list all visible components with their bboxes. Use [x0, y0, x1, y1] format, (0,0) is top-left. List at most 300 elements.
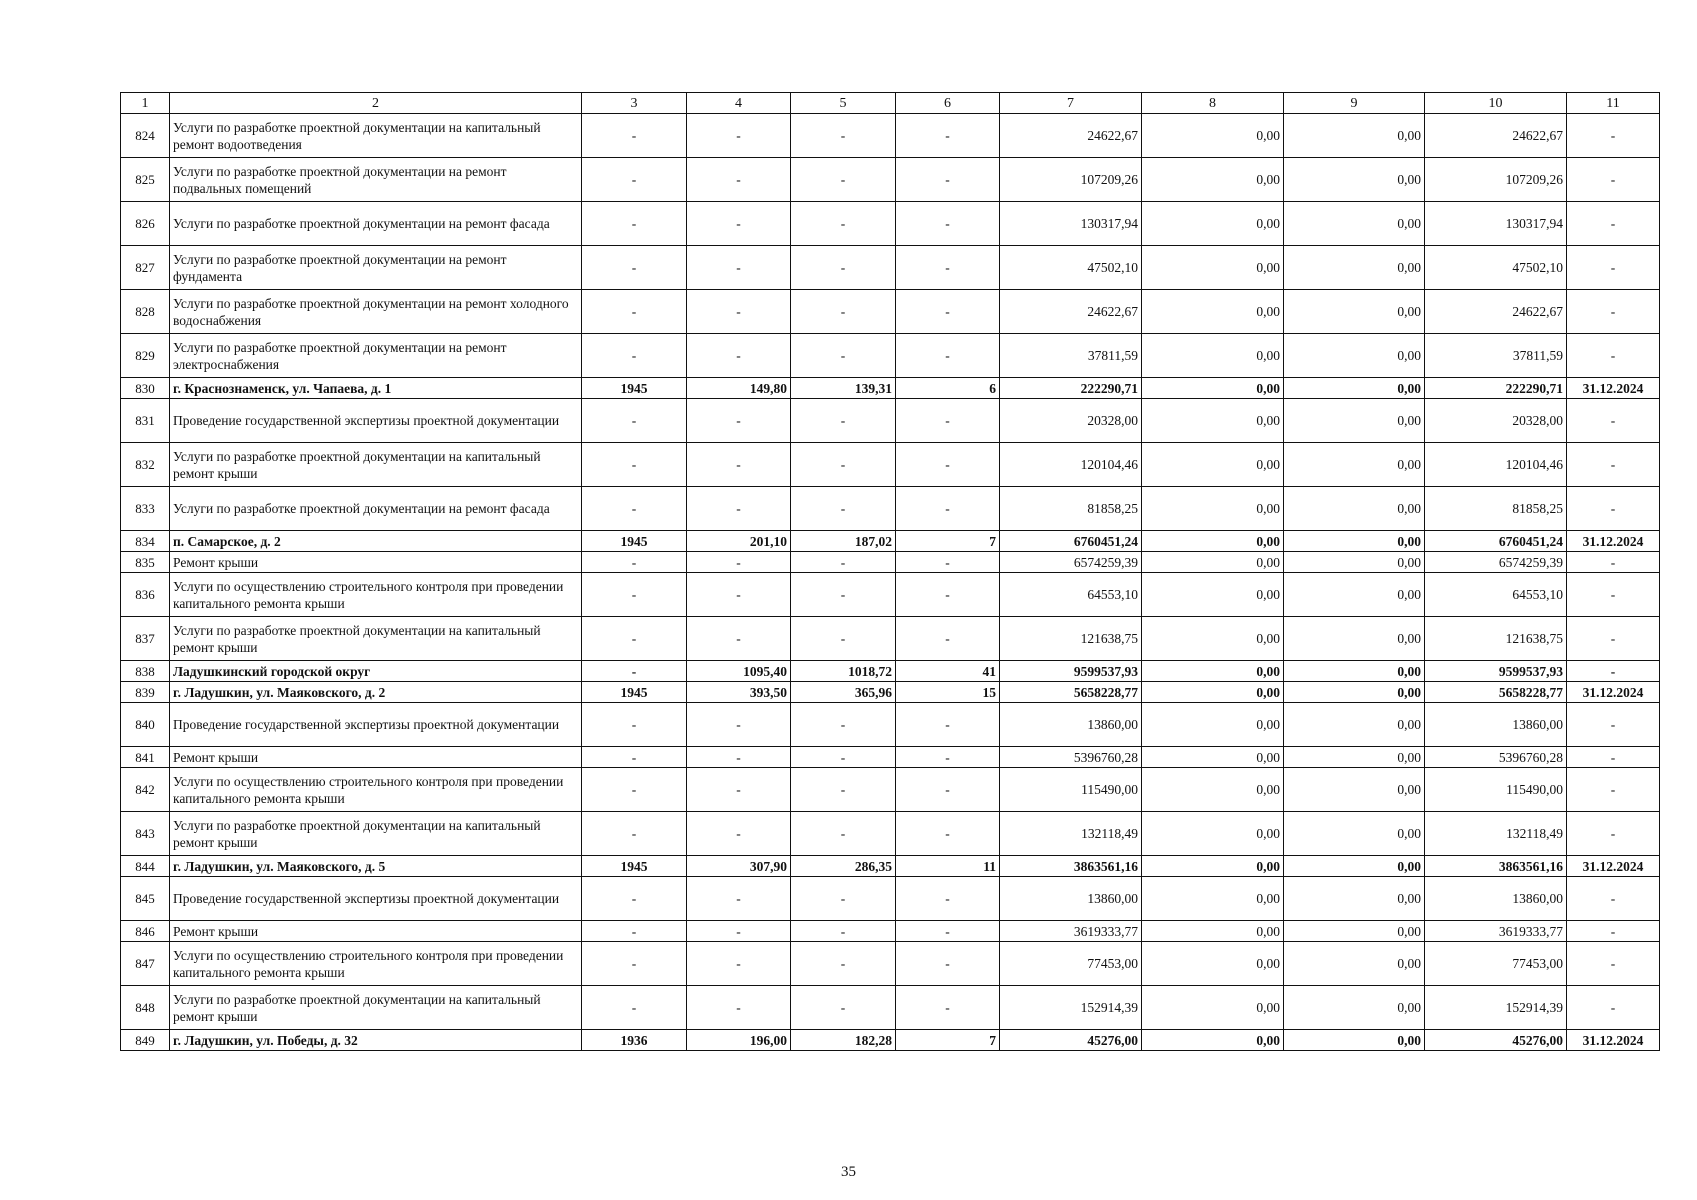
cost-owners-cell: 5396760,28	[1425, 747, 1567, 768]
cost-fund-cell: 0,00	[1142, 443, 1284, 487]
cost-owners-cell: 77453,00	[1425, 942, 1567, 986]
area-living-cell: -	[791, 158, 896, 202]
table-row	[121, 399, 1660, 443]
deadline-cell: -	[1567, 812, 1660, 856]
deadline-cell: -	[1567, 290, 1660, 334]
cost-total-cell: 3619333,77	[1000, 921, 1142, 942]
cost-total-cell: 130317,94	[1000, 202, 1142, 246]
year-cell: -	[582, 334, 687, 378]
table-body	[121, 93, 1660, 1051]
year-cell: 1945	[582, 531, 687, 552]
cost-budget-cell: 0,00	[1284, 682, 1425, 703]
row-number: 845	[121, 877, 170, 921]
row-number: 830	[121, 378, 170, 399]
cost-budget-cell: 0,00	[1284, 812, 1425, 856]
cost-total-cell: 132118,49	[1000, 812, 1142, 856]
deadline-cell: -	[1567, 114, 1660, 158]
area-total-cell: -	[687, 747, 791, 768]
year-cell: -	[582, 290, 687, 334]
cost-fund-cell: 0,00	[1142, 573, 1284, 617]
area-living-cell: -	[791, 552, 896, 573]
cost-fund-cell: 0,00	[1142, 617, 1284, 661]
cost-total-cell: 107209,26	[1000, 158, 1142, 202]
residents-cell: -	[896, 986, 1000, 1030]
area-living-cell: -	[791, 877, 896, 921]
residents-cell: -	[896, 114, 1000, 158]
area-living-cell: -	[791, 399, 896, 443]
table-row	[121, 290, 1660, 334]
table-row	[121, 768, 1660, 812]
area-total-cell: -	[687, 158, 791, 202]
residents-cell: -	[896, 747, 1000, 768]
residents-cell: -	[896, 334, 1000, 378]
table-row	[121, 856, 1660, 877]
residents-cell: -	[896, 877, 1000, 921]
cost-fund-cell: 0,00	[1142, 877, 1284, 921]
cost-total-cell: 5658228,77	[1000, 682, 1142, 703]
row-number: 849	[121, 1030, 170, 1051]
row-number: 832	[121, 443, 170, 487]
residents-cell: -	[896, 487, 1000, 531]
cost-budget-cell: 0,00	[1284, 246, 1425, 290]
row-number: 846	[121, 921, 170, 942]
cost-total-cell: 77453,00	[1000, 942, 1142, 986]
row-number: 825	[121, 158, 170, 202]
year-cell: -	[582, 487, 687, 531]
residents-cell: -	[896, 921, 1000, 942]
table-row	[121, 921, 1660, 942]
column-header: 5	[791, 93, 896, 114]
cost-fund-cell: 0,00	[1142, 921, 1284, 942]
cost-total-cell: 6574259,39	[1000, 552, 1142, 573]
item-name: Услуги по разработке проектной документации на ремонт подвальных помещений	[170, 158, 582, 202]
area-total-cell: -	[687, 768, 791, 812]
cost-budget-cell: 0,00	[1284, 661, 1425, 682]
deadline-cell: -	[1567, 942, 1660, 986]
column-header: 11	[1567, 93, 1660, 114]
row-number: 847	[121, 942, 170, 986]
table-row	[121, 812, 1660, 856]
row-number: 839	[121, 682, 170, 703]
column-header: 6	[896, 93, 1000, 114]
item-name: Услуги по осуществлению строительного контроля при проведении капитального ремонта крыши	[170, 573, 582, 617]
year-cell: -	[582, 443, 687, 487]
item-name: Ремонт крыши	[170, 747, 582, 768]
row-number: 829	[121, 334, 170, 378]
deadline-cell: -	[1567, 487, 1660, 531]
area-living-cell: -	[791, 443, 896, 487]
table-row	[121, 334, 1660, 378]
year-cell: -	[582, 617, 687, 661]
deadline-cell: -	[1567, 617, 1660, 661]
deadline-cell: -	[1567, 552, 1660, 573]
cost-fund-cell: 0,00	[1142, 856, 1284, 877]
area-total-cell: 307,90	[687, 856, 791, 877]
area-total-cell: -	[687, 487, 791, 531]
area-total-cell: -	[687, 552, 791, 573]
cost-fund-cell: 0,00	[1142, 487, 1284, 531]
deadline-cell: -	[1567, 246, 1660, 290]
item-name: Услуги по разработке проектной документации на капитальный ремонт водоотведения	[170, 114, 582, 158]
residents-cell: -	[896, 942, 1000, 986]
year-cell: -	[582, 202, 687, 246]
cost-owners-cell: 115490,00	[1425, 768, 1567, 812]
table-row	[121, 617, 1660, 661]
item-name: Ремонт крыши	[170, 921, 582, 942]
area-total-cell: -	[687, 290, 791, 334]
year-cell: -	[582, 812, 687, 856]
row-number: 838	[121, 661, 170, 682]
deadline-cell: -	[1567, 921, 1660, 942]
cost-total-cell: 20328,00	[1000, 399, 1142, 443]
cost-owners-cell: 47502,10	[1425, 246, 1567, 290]
row-number: 843	[121, 812, 170, 856]
residents-cell: 11	[896, 856, 1000, 877]
residents-cell: 7	[896, 1030, 1000, 1051]
area-living-cell: -	[791, 812, 896, 856]
cost-total-cell: 152914,39	[1000, 986, 1142, 1030]
cost-owners-cell: 24622,67	[1425, 114, 1567, 158]
table-row	[121, 573, 1660, 617]
cost-owners-cell: 64553,10	[1425, 573, 1567, 617]
table-row	[121, 202, 1660, 246]
item-name: Ладушкинский городской округ	[170, 661, 582, 682]
cost-fund-cell: 0,00	[1142, 768, 1284, 812]
cost-fund-cell: 0,00	[1142, 812, 1284, 856]
column-header: 9	[1284, 93, 1425, 114]
year-cell: -	[582, 986, 687, 1030]
cost-total-cell: 47502,10	[1000, 246, 1142, 290]
deadline-cell: -	[1567, 158, 1660, 202]
area-living-cell: -	[791, 573, 896, 617]
row-number: 844	[121, 856, 170, 877]
column-header: 1	[121, 93, 170, 114]
item-name: Услуги по разработке проектной документации на ремонт фасада	[170, 487, 582, 531]
area-total-cell: 196,00	[687, 1030, 791, 1051]
cost-owners-cell: 13860,00	[1425, 877, 1567, 921]
area-total-cell: -	[687, 877, 791, 921]
item-name: г. Ладушкин, ул. Победы, д. 32	[170, 1030, 582, 1051]
deadline-cell: -	[1567, 747, 1660, 768]
cost-owners-cell: 81858,25	[1425, 487, 1567, 531]
cost-budget-cell: 0,00	[1284, 942, 1425, 986]
repair-register-table	[120, 92, 1660, 1051]
year-cell: -	[582, 661, 687, 682]
year-cell: 1936	[582, 1030, 687, 1051]
deadline-cell: -	[1567, 202, 1660, 246]
cost-owners-cell: 20328,00	[1425, 399, 1567, 443]
area-living-cell: -	[791, 334, 896, 378]
cost-fund-cell: 0,00	[1142, 1030, 1284, 1051]
area-total-cell: 393,50	[687, 682, 791, 703]
table-row	[121, 986, 1660, 1030]
cost-fund-cell: 0,00	[1142, 334, 1284, 378]
year-cell: -	[582, 399, 687, 443]
cost-budget-cell: 0,00	[1284, 921, 1425, 942]
table-row	[121, 443, 1660, 487]
deadline-cell: 31.12.2024	[1567, 1030, 1660, 1051]
area-total-cell: -	[687, 114, 791, 158]
residents-cell: -	[896, 768, 1000, 812]
deadline-cell: -	[1567, 443, 1660, 487]
cost-budget-cell: 0,00	[1284, 399, 1425, 443]
cost-total-cell: 64553,10	[1000, 573, 1142, 617]
table-row	[121, 487, 1660, 531]
cost-fund-cell: 0,00	[1142, 661, 1284, 682]
cost-total-cell: 13860,00	[1000, 703, 1142, 747]
row-number: 842	[121, 768, 170, 812]
residents-cell: -	[896, 443, 1000, 487]
table-row	[121, 158, 1660, 202]
cost-total-cell: 24622,67	[1000, 290, 1142, 334]
cost-total-cell: 5396760,28	[1000, 747, 1142, 768]
cost-owners-cell: 6574259,39	[1425, 552, 1567, 573]
cost-budget-cell: 0,00	[1284, 747, 1425, 768]
area-total-cell: -	[687, 202, 791, 246]
column-header: 2	[170, 93, 582, 114]
row-number: 836	[121, 573, 170, 617]
cost-fund-cell: 0,00	[1142, 942, 1284, 986]
cost-owners-cell: 130317,94	[1425, 202, 1567, 246]
residents-cell: -	[896, 158, 1000, 202]
item-name: г. Ладушкин, ул. Маяковского, д. 2	[170, 682, 582, 703]
item-name: Услуги по разработке проектной документации на капитальный ремонт крыши	[170, 812, 582, 856]
cost-budget-cell: 0,00	[1284, 443, 1425, 487]
year-cell: -	[582, 747, 687, 768]
table-row	[121, 682, 1660, 703]
row-number: 828	[121, 290, 170, 334]
row-number: 841	[121, 747, 170, 768]
row-number: 831	[121, 399, 170, 443]
row-number: 837	[121, 617, 170, 661]
cost-owners-cell: 152914,39	[1425, 986, 1567, 1030]
area-total-cell: -	[687, 703, 791, 747]
deadline-cell: -	[1567, 703, 1660, 747]
cost-budget-cell: 0,00	[1284, 617, 1425, 661]
item-name: г. Краснознаменск, ул. Чапаева, д. 1	[170, 378, 582, 399]
area-living-cell: -	[791, 747, 896, 768]
cost-budget-cell: 0,00	[1284, 290, 1425, 334]
cost-fund-cell: 0,00	[1142, 531, 1284, 552]
residents-cell: -	[896, 399, 1000, 443]
area-total-cell: -	[687, 942, 791, 986]
item-name: Услуги по разработке проектной документации на капитальный ремонт крыши	[170, 443, 582, 487]
row-number: 827	[121, 246, 170, 290]
cost-fund-cell: 0,00	[1142, 202, 1284, 246]
item-name: Услуги по разработке проектной документации на ремонт электроснабжения	[170, 334, 582, 378]
item-name: п. Самарское, д. 2	[170, 531, 582, 552]
item-name: Проведение государственной экспертизы проектной документации	[170, 703, 582, 747]
cost-fund-cell: 0,00	[1142, 158, 1284, 202]
row-number: 834	[121, 531, 170, 552]
area-living-cell: -	[791, 202, 896, 246]
cost-owners-cell: 132118,49	[1425, 812, 1567, 856]
row-number: 840	[121, 703, 170, 747]
area-total-cell: -	[687, 617, 791, 661]
area-living-cell: -	[791, 290, 896, 334]
residents-cell: 7	[896, 531, 1000, 552]
year-cell: -	[582, 114, 687, 158]
cost-total-cell: 120104,46	[1000, 443, 1142, 487]
area-living-cell: -	[791, 921, 896, 942]
cost-total-cell: 6760451,24	[1000, 531, 1142, 552]
area-total-cell: 1095,40	[687, 661, 791, 682]
residents-cell: 41	[896, 661, 1000, 682]
column-header: 4	[687, 93, 791, 114]
table-row	[121, 114, 1660, 158]
cost-budget-cell: 0,00	[1284, 334, 1425, 378]
residents-cell: 15	[896, 682, 1000, 703]
deadline-cell: -	[1567, 877, 1660, 921]
area-living-cell: 182,28	[791, 1030, 896, 1051]
area-total-cell: -	[687, 986, 791, 1030]
cost-owners-cell: 37811,59	[1425, 334, 1567, 378]
year-cell: -	[582, 703, 687, 747]
area-living-cell: -	[791, 703, 896, 747]
cost-owners-cell: 3619333,77	[1425, 921, 1567, 942]
cost-budget-cell: 0,00	[1284, 487, 1425, 531]
cost-fund-cell: 0,00	[1142, 747, 1284, 768]
area-total-cell: -	[687, 812, 791, 856]
item-name: Услуги по разработке проектной документации на ремонт фундамента	[170, 246, 582, 290]
year-cell: -	[582, 942, 687, 986]
area-living-cell: 1018,72	[791, 661, 896, 682]
column-header: 10	[1425, 93, 1567, 114]
cost-fund-cell: 0,00	[1142, 290, 1284, 334]
cost-budget-cell: 0,00	[1284, 114, 1425, 158]
deadline-cell: -	[1567, 334, 1660, 378]
row-number: 848	[121, 986, 170, 1030]
residents-cell: -	[896, 617, 1000, 661]
cost-budget-cell: 0,00	[1284, 531, 1425, 552]
item-name: Услуги по разработке проектной документации на капитальный ремонт крыши	[170, 617, 582, 661]
header-row	[121, 93, 1660, 114]
cost-fund-cell: 0,00	[1142, 703, 1284, 747]
area-living-cell: 286,35	[791, 856, 896, 877]
item-name: Проведение государственной экспертизы проектной документации	[170, 399, 582, 443]
column-header: 7	[1000, 93, 1142, 114]
table-row	[121, 246, 1660, 290]
cost-total-cell: 121638,75	[1000, 617, 1142, 661]
residents-cell: -	[896, 703, 1000, 747]
cost-budget-cell: 0,00	[1284, 856, 1425, 877]
cost-total-cell: 222290,71	[1000, 378, 1142, 399]
year-cell: -	[582, 552, 687, 573]
cost-budget-cell: 0,00	[1284, 986, 1425, 1030]
area-living-cell: -	[791, 246, 896, 290]
residents-cell: -	[896, 202, 1000, 246]
column-header: 3	[582, 93, 687, 114]
area-total-cell: -	[687, 921, 791, 942]
cost-budget-cell: 0,00	[1284, 573, 1425, 617]
residents-cell: -	[896, 573, 1000, 617]
cost-fund-cell: 0,00	[1142, 552, 1284, 573]
table-row	[121, 661, 1660, 682]
cost-budget-cell: 0,00	[1284, 202, 1425, 246]
cost-owners-cell: 13860,00	[1425, 703, 1567, 747]
cost-owners-cell: 9599537,93	[1425, 661, 1567, 682]
area-living-cell: 365,96	[791, 682, 896, 703]
item-name: Услуги по разработке проектной документации на капитальный ремонт крыши	[170, 986, 582, 1030]
year-cell: -	[582, 246, 687, 290]
area-total-cell: -	[687, 246, 791, 290]
area-total-cell: 149,80	[687, 378, 791, 399]
row-number: 826	[121, 202, 170, 246]
area-total-cell: -	[687, 334, 791, 378]
table-row	[121, 877, 1660, 921]
table-row	[121, 703, 1660, 747]
cost-total-cell: 115490,00	[1000, 768, 1142, 812]
deadline-cell: 31.12.2024	[1567, 378, 1660, 399]
cost-budget-cell: 0,00	[1284, 378, 1425, 399]
cost-total-cell: 24622,67	[1000, 114, 1142, 158]
cost-budget-cell: 0,00	[1284, 552, 1425, 573]
deadline-cell: -	[1567, 399, 1660, 443]
item-name: г. Ладушкин, ул. Маяковского, д. 5	[170, 856, 582, 877]
deadline-cell: -	[1567, 573, 1660, 617]
item-name: Ремонт крыши	[170, 552, 582, 573]
year-cell: -	[582, 921, 687, 942]
table-row	[121, 942, 1660, 986]
area-total-cell: -	[687, 443, 791, 487]
table-row	[121, 531, 1660, 552]
document-sheet	[120, 92, 1660, 1051]
cost-owners-cell: 121638,75	[1425, 617, 1567, 661]
residents-cell: -	[896, 290, 1000, 334]
year-cell: -	[582, 158, 687, 202]
cost-owners-cell: 5658228,77	[1425, 682, 1567, 703]
cost-fund-cell: 0,00	[1142, 378, 1284, 399]
year-cell: -	[582, 573, 687, 617]
area-living-cell: -	[791, 768, 896, 812]
year-cell: -	[582, 877, 687, 921]
cost-total-cell: 3863561,16	[1000, 856, 1142, 877]
cost-total-cell: 13860,00	[1000, 877, 1142, 921]
cost-fund-cell: 0,00	[1142, 986, 1284, 1030]
area-living-cell: -	[791, 986, 896, 1030]
year-cell: 1945	[582, 378, 687, 399]
cost-owners-cell: 3863561,16	[1425, 856, 1567, 877]
area-living-cell: -	[791, 487, 896, 531]
item-name: Услуги по осуществлению строительного контроля при проведении капитального ремонта крыши	[170, 942, 582, 986]
item-name: Проведение государственной экспертизы проектной документации	[170, 877, 582, 921]
row-number: 824	[121, 114, 170, 158]
deadline-cell: -	[1567, 768, 1660, 812]
table-row	[121, 378, 1660, 399]
table-row	[121, 1030, 1660, 1051]
area-living-cell: 139,31	[791, 378, 896, 399]
area-total-cell: -	[687, 573, 791, 617]
column-header: 8	[1142, 93, 1284, 114]
cost-total-cell: 37811,59	[1000, 334, 1142, 378]
row-number: 835	[121, 552, 170, 573]
year-cell: 1945	[582, 856, 687, 877]
cost-budget-cell: 0,00	[1284, 703, 1425, 747]
year-cell: 1945	[582, 682, 687, 703]
deadline-cell: 31.12.2024	[1567, 682, 1660, 703]
cost-owners-cell: 222290,71	[1425, 378, 1567, 399]
deadline-cell: 31.12.2024	[1567, 531, 1660, 552]
residents-cell: 6	[896, 378, 1000, 399]
cost-total-cell: 9599537,93	[1000, 661, 1142, 682]
cost-total-cell: 45276,00	[1000, 1030, 1142, 1051]
item-name: Услуги по разработке проектной документации на ремонт фасада	[170, 202, 582, 246]
cost-budget-cell: 0,00	[1284, 877, 1425, 921]
page-number: 35	[841, 1164, 856, 1180]
cost-owners-cell: 45276,00	[1425, 1030, 1567, 1051]
area-living-cell: -	[791, 617, 896, 661]
deadline-cell: -	[1567, 986, 1660, 1030]
